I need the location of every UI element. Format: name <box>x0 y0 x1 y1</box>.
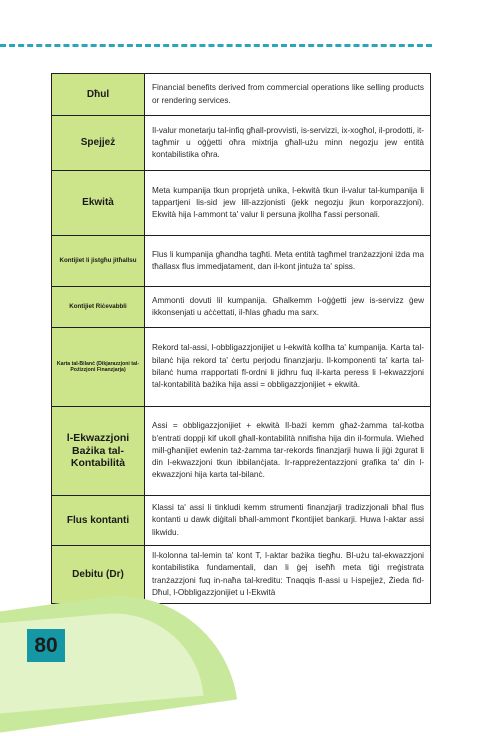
top-dashed-rule <box>0 44 432 47</box>
term-cell: Spejjeż <box>52 116 145 171</box>
table-row <box>52 328 431 407</box>
term-cell: l-Ekwazzjoni Bażika tal-Kontabilità <box>52 407 145 496</box>
term-cell: Ekwità <box>52 171 145 236</box>
table-row <box>52 287 431 328</box>
definition-cell: Klassi ta' assi li tinkludi kemm strumenti finanzjarji tradizzjonali bħal flus kontanti u dawk diġitali bħall-ammont f'kontijiet bankarji. Huwa l-aktar assi likwidu. <box>145 496 431 546</box>
table-row <box>52 116 431 171</box>
term-cell: Flus kontanti <box>52 496 145 546</box>
glossary-table <box>51 73 431 604</box>
table-row <box>52 236 431 287</box>
term-cell: Kontijiet Riċevabbli <box>52 287 145 328</box>
definition-cell: Financial benefits derived from commercial operations like selling products or rendering services. <box>145 74 431 116</box>
definition-cell: Il-valur monetarju tal-infiq għall-provvisti, is-servizzi, ix-xogħol, il-prodotti, it-tagħmir u oġġetti oħra mixtrija għall-użu minn negozju jew entità kontabilistika oħra. <box>145 116 431 171</box>
term-cell: Kontijiet li jistgħu jitħallsu <box>52 236 145 287</box>
table-row <box>52 546 431 604</box>
term-cell: Debitu (Dr) <box>52 546 145 604</box>
page-number-badge: 80 <box>27 629 65 662</box>
definition-cell: Assi = obbligazzjonijiet + ekwità Il-bażi kemm għaż-żamma tal-kotba b'entrati doppji kif ukoll għall-kontabilità nnifisha hija din il-formula. Wieħed mill-għanijiet ewlenin taż-żamma tar-rekords finanzjarji huwa li jiġi żgurat li din l-ekwazzjoni tkun ibbilanċjata. Ir-rappreżentazzjoni grafika ta' din l-ekwazzjoni hija karta tal-bilanċ. <box>145 407 431 496</box>
definition-cell: Meta kumpanija tkun proprjetà unika, l-ekwità tkun il-valur tal-kumpanija li tappartjeni lis-sid jew lill-azzjonisti (jekk negozju jkun korporazzjoni). Ekwità hija l-ammont ta' valur li persuna jkollha f'assi personali. <box>145 171 431 236</box>
table-row <box>52 407 431 496</box>
definition-cell: Rekord tal-assi, l-obbligazzjonijiet u l-ekwità kollha ta' kumpanija. Karta tal-bilanċ hija rekord ta' ċertu perjodu finanzjarju. Il-komponenti ta' karta tal-bilanċ huma rrapportati fl-ordni li jidhru fuq il-karta peress li l-ekwazzjoni tal-kontabilità bażika hija assi = obbligazzjonijiet + ekwità. <box>145 328 431 407</box>
term-cell: Karta tal-Bilanċ (Dikjarazzjoni tal-Pożizzjoni Finanzjarja) <box>52 328 145 407</box>
table-row <box>52 74 431 116</box>
definition-cell: Il-kolonna tal-lemin ta' kont T, l-aktar bażika tiegħu. Bl-użu tal-ekwazzjoni kontabilistika fundamentali, dan li ġej iseħħ meta tiġi rreġistrata tranżazzjoni fuq in-naħa tal-kreditu: Tnaqqis fl-assi u l-ispejjeż, Żieda fid-Dħul, l-Obbligazzjonijiet u l-Ekwità <box>145 546 431 604</box>
term-cell: Dħul <box>52 74 145 116</box>
table-row <box>52 171 431 236</box>
table-row <box>52 496 431 546</box>
definition-cell: Ammonti dovuti lil kumpanija. Għalkemm l-oġġetti jew is-servizz ġew ikkonsenjati u aċċettati, il-ħlas għadu ma sarx. <box>145 287 431 328</box>
definition-cell: Flus li kumpanija għandha tagħti. Meta entità tagħmel tranżazzjoni iżda ma tħallasx flus immedjatament, dan il-kont jintuża ta' spiss. <box>145 236 431 287</box>
